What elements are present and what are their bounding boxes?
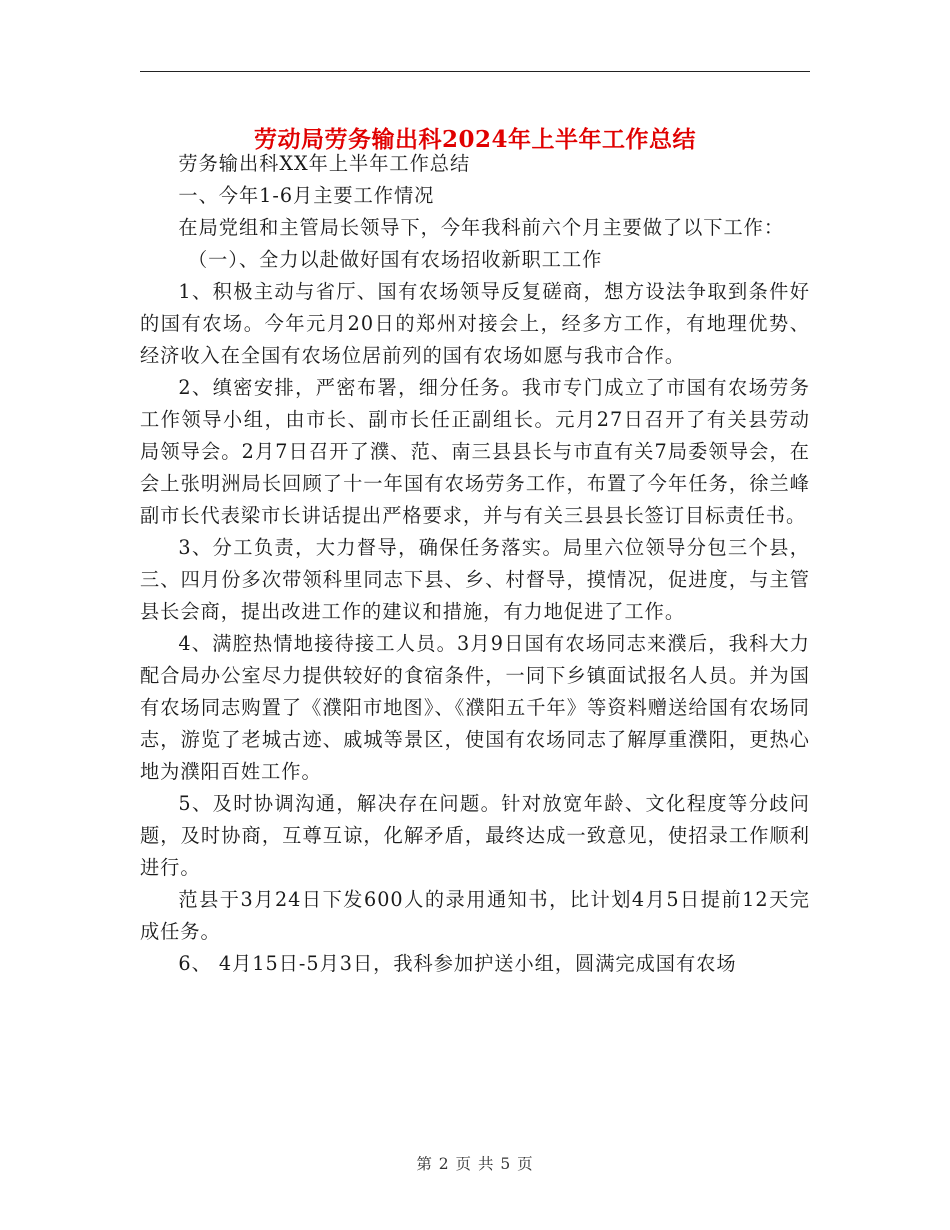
document-body [140, 148, 810, 980]
paragraph-item-2: 2、缜密安排，严密布署，细分任务。我市专门成立了市国有农场劳务工作领导小组，由市长、副市长任正副组长。元月27日召开了有关县劳动局领导会。2月7日召开了濮、范、南三县县长与市直有关7局委领导会，在会上张明洲局长回顾了十一年国有农场劳务工作，布置了今年任务，徐兰峰副市长代表梁市长讲话提出严格要求，并与有关三县县长签订目标责任书。 [140, 376, 810, 527]
paragraph-fanxian: 范县于3月24日下发600人的录用通知书，比计划4月5日提前12天完成任务。 [140, 888, 810, 943]
paragraph-item-4: 4、满腔热情地接待接工人员。3月9日国有农场同志来濮后，我科大力配合局办公室尽力提供较好的食宿条件，一同下乡镇面试报名人员。并为国有农场同志购置了《濮阳市地图》、《濮阳五千年》等资料赠送给国有农场同志，游览了老城古迹、戚城等景区，使国有农场同志了解厚重濮阳，更热心地为濮阳百姓工作。 [140, 632, 810, 783]
paragraph-item-3: 3、分工负责，大力督导，确保任务落实。局里六位领导分包三个县，三、四月份多次带领科里同志下县、乡、村督导，摸情况，促进度，与主管县长会商，提出改进工作的建议和措施，有力地促进了工作。 [140, 536, 810, 623]
paragraph-item-6: 6、 4月15日-5月3日，我科参加护送小组，圆满完成国有农场 [178, 952, 737, 975]
paragraph-item-5: 5、及时协调沟通，解决存在问题。针对放宽年龄、文化程度等分歧问题，及时协商，互尊互谅，化解矛盾，最终达成一致意见，使招录工作顺利进行。 [140, 792, 810, 879]
page-number: 第 2 页 共 5 页 [416, 1155, 534, 1173]
document-title: 劳动局劳务输出科2024年上半年工作总结 [253, 126, 696, 154]
paragraph-item-1: 1、积极主动与省厅、国有农场领导反复磋商，想方设法争取到条件好的国有农场。今年元月20日的郑州对接会上，经多方工作，有地理优势、经济收入在全国有农场位居前列的国有农场如愿与我市合作。 [140, 280, 810, 367]
paragraph-subtitle: 劳务输出科XX年上半年工作总结 [178, 152, 471, 175]
paragraph-intro: 在局党组和主管局长领导下，今年我科前六个月主要做了以下工作： [178, 216, 785, 239]
subsection-heading: （一）、全力以赴做好国有农场招收新职工工作 [188, 248, 603, 271]
header-rule [140, 71, 810, 72]
section-heading: 一、今年1-6月主要工作情况 [178, 184, 435, 207]
